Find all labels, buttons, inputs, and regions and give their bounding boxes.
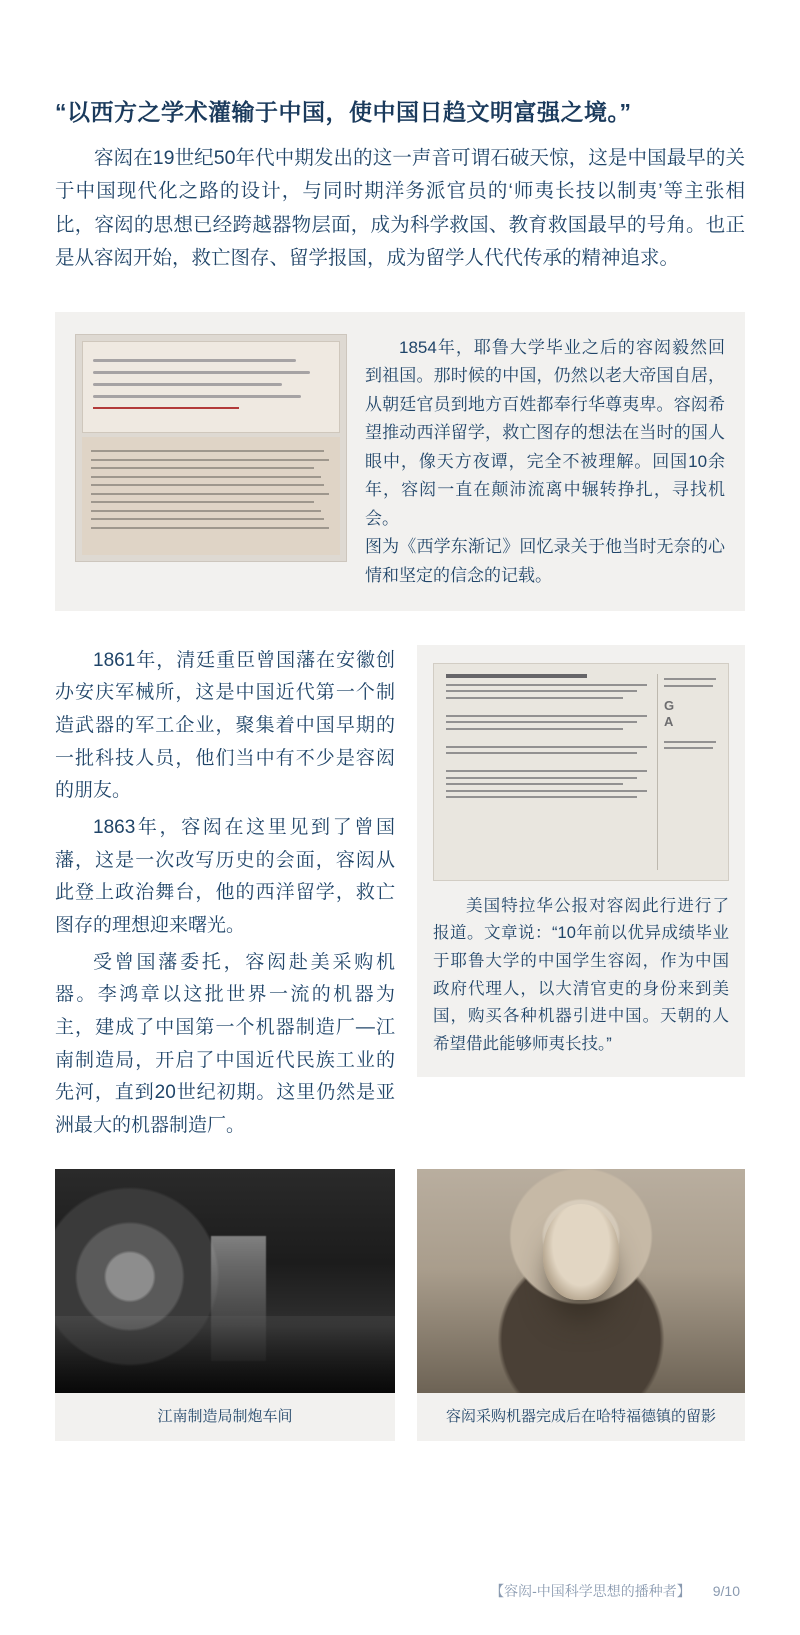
newspaper-main-column: [446, 674, 647, 870]
photo-card-factory: [55, 1169, 395, 1441]
footer-series-title: 【容闳-中国科学思想的播种者】: [490, 1583, 691, 1599]
factory-photo-image: [55, 1169, 395, 1393]
page-title: “以西方之学术灌输于中国，使中国日趋文明富强之境。”: [55, 99, 632, 125]
middle-paragraph-2: 1863年，容闳在这里见到了曾国藩，这是一次改写历史的会面，容闳从此登上政治舞台，他的西洋留学，救亡图存的理想迎来曙光。: [55, 816, 395, 936]
manuscript-chinese-note: [82, 341, 340, 433]
newspaper-side-column: G A: [657, 674, 716, 870]
portrait-photo-image: [417, 1169, 745, 1393]
footer-page-number: 9/10: [712, 1583, 740, 1599]
middle-section: [55, 645, 745, 1147]
lead-paragraph: 容闳在19世纪50年代中期发出的这一声音可谓石破天惊，这是中国最早的关于中国现代化之路的设计，与同时期洋务派官员的‘师夷长技以制夷’等主张相比，容闳的思想已经跨越器物层面，成为科学救国、教育救国最早的号角。也正是从容闳开始，救亡图存、留学报国，成为留学人代代传承的精神追求。: [55, 146, 745, 270]
manuscript-section: [55, 312, 745, 611]
manuscript-paragraph-1: 1854年，耶鲁大学毕业之后的容闳毅然回到祖国。那时候的中国，仍然以老大帝国自居，从朝廷官员到地方百姓都奉行华尊夷卑。容闳希望推动西洋留学，救亡图存的想法在当时的国人眼中，像天方夜谭，完全不被理解。回国10余年，容闳一直在颠沛流离中辗转挣扎，寻找机会。: [365, 337, 725, 528]
factory-photo-caption: 江南制造局制炮车间: [157, 1407, 293, 1425]
manuscript-image: [75, 334, 347, 562]
photo-card-portrait: [417, 1169, 745, 1441]
middle-paragraph-3: 受曾国藩委托，容闳赴美采购机器。李鸿章以这批世界一流的机器为主，建成了中国第一个机器制造厂—江南制造局，开启了中国近代民族工业的先河，直到20世纪初期。这里仍然是亚洲最大的机器制造厂。: [55, 951, 395, 1136]
manuscript-paragraph-2: 图为《西学东渐记》回忆录关于他当时无奈的心情和坚定的信念的记载。: [365, 537, 725, 585]
newspaper-clipping-image: [433, 663, 729, 881]
newspaper-caption: 美国特拉华公报对容闳此行进行了报道。文章说：“10年前以优异成绩毕业于耶鲁大学的中国学生容闳，作为中国政府代理人，以大清官吏的身份来到美国，购买各种机器引进中国。天朝的人希望借此能够师夷长技。”: [433, 896, 729, 1054]
newspaper-card: [417, 645, 745, 1077]
photo-section: [55, 1169, 745, 1441]
middle-text-column: [55, 645, 395, 1147]
manuscript-text-column: [365, 334, 725, 591]
middle-paragraph-1: 1861年，清廷重臣曾国藩在安徽创办安庆军械所，这是中国近代第一个制造武器的军工企业，聚集着中国早期的一批科技人员，他们当中有不少是容闳的朋友。: [55, 649, 395, 802]
page-footer: [0, 1581, 800, 1601]
manuscript-english-page: [82, 437, 340, 555]
portrait-photo-caption: 容闳采购机器完成后在哈特福德镇的留影: [445, 1407, 716, 1425]
